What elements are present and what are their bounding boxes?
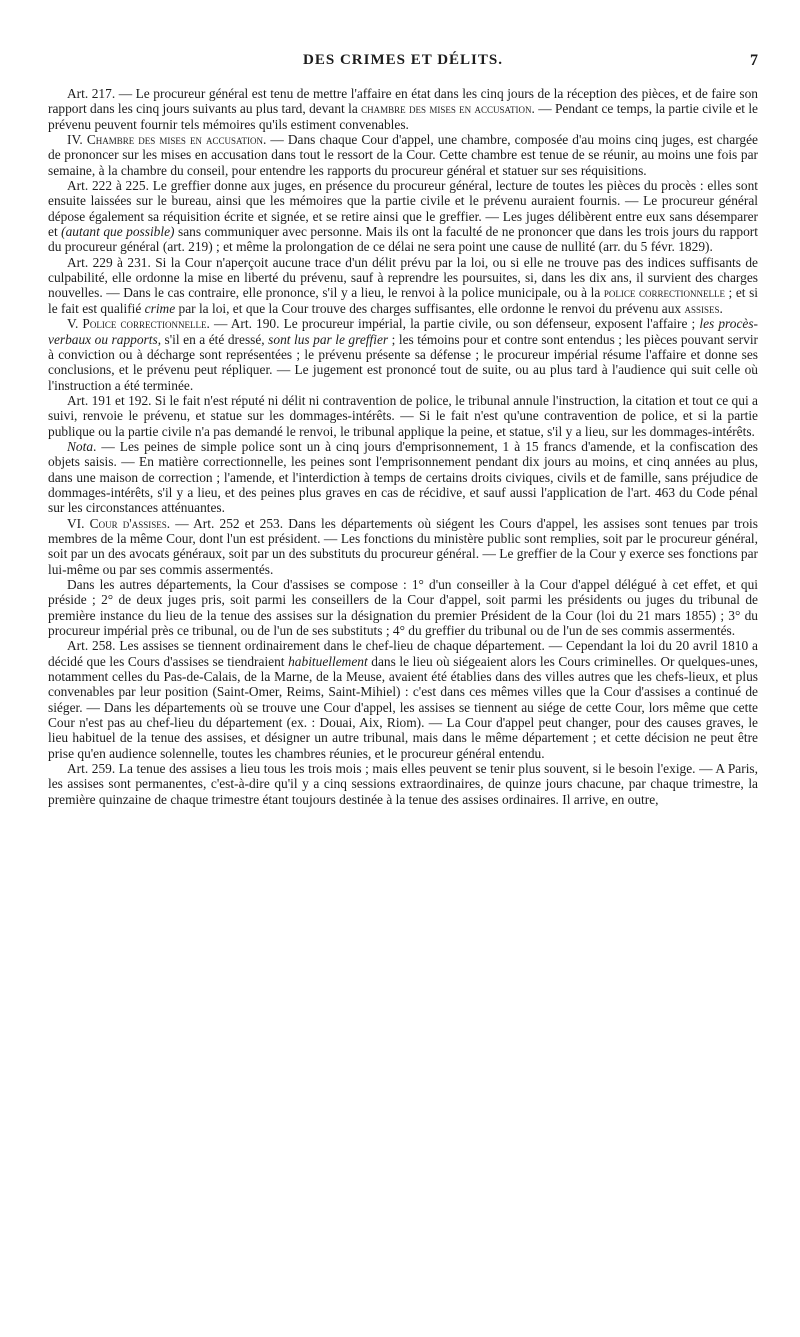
paragraph xyxy=(48,439,758,516)
body-text xyxy=(48,86,758,807)
text-run: Art. 222 à 225. Le greffier donne aux juges, en présence du procureur général, lecture de toutes les pièces du procès : elles sont ensuite laissées sur le bureau, ainsi que les mémoires que la partie civile et le prévenu auraient fournis. — Le procureur général dépose également sa réquisition écrite et signée, et se retire ainsi que le greffier. — Les juges délibèrent entre eux sans désemparer et xyxy=(48,178,758,240)
paragraph xyxy=(48,638,758,761)
text-run: . — Art. 252 et 253. Dans les départements où siégent les Cours d'appel, les assises sont tenues par trois membres de la même Cour, dont l'un est président. — Les fonctions du ministère public sont remplies, soit par le procureur général, soit par un des avocats généraux, soit par un des substituts du procureur général. — Le greffier de la Cour y exerce ses fonctions par lui-même ou par ses commis assermentés. xyxy=(48,515,758,577)
italic-text: crime xyxy=(144,300,176,316)
text-run: . — Les peines de simple police sont un à cinq jours d'emprisonnement, 1 à 15 francs d'amende, et la confiscation des objets saisis. — En matière correctionnelle, les peines sont l'emprisonnement pendant dix jours au moins, et cinq années au plus, dans une maison de correction ; l'amende, et l'interdiction à temps de certains droits civiques, civils et de famille, sans préjudice de dommages-intérêts, s'il y a lieu, et des peines plus graves en cas de récidive, et sauf aussi l'application de l'art. 463 du Code pénal sur les circonstances atténuantes. xyxy=(48,438,758,516)
text-run: . — Dans chaque Cour d'appel, une chambre, composée d'au moins cinq juges, est chargée de prononcer sur les mises en accusation dans tout le ressort de la Cour. Cette chambre est tenue de se réunir, au moins une fois par semaine, à la chambre du conseil, pour entendre les rapports du procureur général et statuer sur ses réquisitions. xyxy=(48,132,758,178)
small-caps-text: Chambre des mises en accusation xyxy=(86,132,264,148)
paragraph xyxy=(48,255,758,316)
small-caps-text: police correctionnelle xyxy=(603,285,725,301)
text-run: dans le lieu où siégeaient alors les Cours criminelles. Or quelques-unes, notamment celles du Pas-de-Calais, de la Marne, de la Meuse, avaient été établies dans des villes autres que les chefs-lieux, et plus convenables par leur position (Saint-Omer, Reims, Saint-Mihiel) : c'est dans ces mêmes villes que la Cour d'assises a continué de siéger. — Dans les départements où se trouve une Cour d'appel, les assises se tiennent au siége de cette Cour, lors même que cette Cour n'est pas au chef-lieu du département (ex. : Douai, Aix, Riom). — La Cour d'appel peut changer, pour des causes graves, le lieu habituel de la tenue des assises, et désigner un autre tribunal, mais dans le même département ; et cette décision ne peut être prise qu'en audience solennelle, toutes les chambres réunies, et le procureur général entendu. xyxy=(48,653,759,761)
text-run: . — Pendant ce temps, la partie civile et le prévenu peuvent fournir tels mémoires qu'ils estiment convenables. xyxy=(48,101,758,132)
text-run: Art. 229 à 231. Si la Cour n'aperçoit aucune trace d'un délit prévu par la loi, ou si elle ne trouve pas des indices suffisants de culpabilité, elle ordonne la mise en liberté du prévenu, sauf à reprendre les poursuites, si, dans les dix ans, il survient des charges nouvelles. — Dans le cas contraire, elle prononce, s'il y a lieu, le renvoi à la police municipale, ou à la xyxy=(48,254,758,301)
paragraph xyxy=(48,178,758,255)
text-run: Dans les autres départements, la Cour d'assises se compose : 1° d'un conseiller à la Cour d'appel délégué à cet effet, et qui préside ; 2° de deux juges pris, soit parmi les conseillers de la Cour d'appel, soit parmi les présidents ou juges du tribunal de première instance du lieu de la tenue des assises sur la désignation du premier Président de la Cour (loi du 21 mars 1855) ; 3° du procureur impérial près ce tribunal, ou de l'un de ses substituts ; 4° du greffier du tribunal ou de l'un de ses commis assermentés. xyxy=(48,577,758,639)
page-number: 7 xyxy=(750,52,758,69)
paragraph xyxy=(48,393,758,439)
italic-text: (autant que possible) xyxy=(61,224,175,240)
italic-text: les procès-verbaux ou rapports xyxy=(48,316,758,347)
paragraph xyxy=(48,516,758,577)
text-run: ; et si le fait est qualifié xyxy=(48,285,758,316)
paragraph xyxy=(48,86,758,132)
text-run: Art. 191 et 192. Si le fait n'est réputé ni délit ni contravention de police, le tribunal annule l'instruction, la citation et tout ce qui a suivi, renvoie le prévenu, et statue sur les dommages-intérêts. — Si le fait n'est qu'une contravention de police, et si la partie publique ou la partie civile n'a pas demandé le renvoi, le tribunal applique la peine, et statue, s'il y a lieu, sur les dommages-intérêts. xyxy=(48,392,758,439)
text-run: par la loi, et que la Cour trouve des charges suffisantes, elle ordonne le renvoi du prévenu aux xyxy=(175,300,685,316)
text-run: Art. 259. La tenue des assises a lieu tous les trois mois ; mais elles peuvent se tenir plus souvent, si le besoin l'exige. — A Paris, les assises sont permanentes, c'est-à-dire qu'il y a cinq sessions extraordinaires, de quinze jours chacune, par chaque trimestre, la première quinzaine de chaque trimestre étant toujours destinée à la tenue des assises ordinaires. Il arrive, en outre, xyxy=(48,761,758,807)
small-caps-text: Cour d'assises xyxy=(89,515,167,531)
text-run: . xyxy=(719,300,723,316)
small-caps-text: chambre des mises en accusation xyxy=(361,101,532,117)
paragraph xyxy=(48,761,758,807)
text-run: V. xyxy=(67,316,83,332)
paragraph xyxy=(48,577,758,638)
small-caps-text: assises xyxy=(684,300,720,316)
text-run: Art. 258. Les assises se tiennent ordinairement dans le chef-lieu de chaque département. — Cependant la loi du 20 avril 1810 a décidé que les Cours d'assises se tiendraient xyxy=(48,638,758,669)
paragraph xyxy=(48,316,758,393)
italic-text: sont lus par le greffier xyxy=(268,331,389,347)
text-run: . — Art. 190. Le procureur impérial, la partie civile, ou son défenseur, exposent l'affaire ; xyxy=(206,316,700,332)
running-title: DES CRIMES ET DÉLITS. xyxy=(303,52,503,68)
text-run: IV. xyxy=(67,132,87,148)
text-run: , s'il en a été dressé, xyxy=(157,331,269,347)
paragraph xyxy=(48,132,758,178)
italic-text: habituellement xyxy=(288,653,368,669)
running-header xyxy=(48,52,758,80)
text-run: VI. xyxy=(67,515,90,531)
italic-text: Nota xyxy=(67,438,94,454)
text-run: Art. 217. — Le procureur général est tenu de mettre l'affaire en état dans les cinq jours de la réception des pièces, et de faire son rapport dans les cinq jours suivants au plus tard, devant la xyxy=(48,86,758,117)
text-run: sans communiquer avec personne. Mais ils ont la faculté de ne prononcer que dans les trois jours du rapport du procureur général (art. 219) ; et même la prolongation de ce délai ne sera point une cause de nullité (arr. du 5 févr. 1829). xyxy=(48,224,758,255)
small-caps-text: Police correctionnelle xyxy=(82,316,207,332)
text-run: ; les témoins pour et contre sont entendus ; les pièces pouvant servir à conviction ou à décharge sont représentées ; le prévenu présente sa défense ; le procureur impérial résume l'affaire et donne ses conclusions, et le prévenu peut répliquer. — Le jugement est prononcé tout de suite, ou au plus tard à l'audience qui suit celle où l'instruction a été terminée. xyxy=(48,331,759,393)
